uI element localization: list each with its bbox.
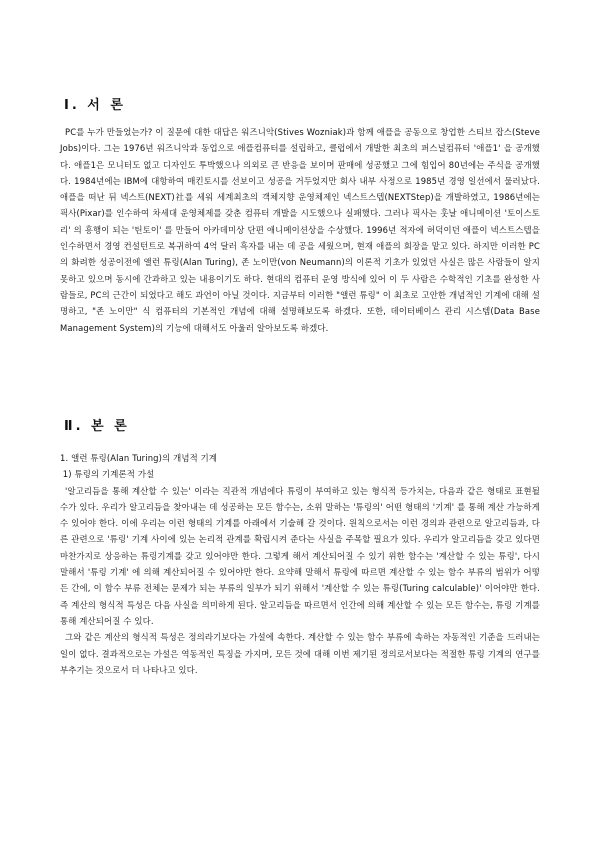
section-title-body: Ⅱ. 본 론 <box>64 419 130 434</box>
body-paragraph-2: 그와 같은 계산의 형식적 특성은 정의라기보다는 가설에 속한다. 계산할 수 있는 함수 부류에 속하는 자동적인 기준을 드러내는 일이 없다. 결과적으로는 가설은 역동적인 특징을 가지며, 모든 것에 대해 이번 제기된 정의로서보다는 적절한 튜링 기계의 연구를 부추기는 것으로서 더 나타나고 있다. <box>60 632 540 675</box>
introduction-paragraph: PC를 누가 만들었는가? 이 질문에 대한 대답은 워즈니악(Stives Wozniak)과 함께 애플을 공동으로 창업한 스티브 잡스(Steve Jobs)이다. 그는 1976년 워즈니악과 동업으로 애플컴퓨터를 설립하고, 클럽에서 개발한 최초의 퍼스널컴퓨터 '애플1' 을 공개했다. 애플1은 모니터도 없고 디자인도 투박했으나 의외로 큰 반응을 보이며 판매에 성공했고 그에 힘입어 80년에는 주식을 공개했다. 1984년에는 IBM에 대항하여 매킨토시를 선보이고 성공을 거두었지만 회사 내부 사정으로 1985년 경영 일선에서 물러났다. 애플을 떠난 뒤 넥스트(NEXT)社를 세워 세계최초의 객체지향 운영체제인 넥스트스텝(NEXTStep)을 개발하였고, 1986년에는 픽사(Pixar)를 인수하여 차세대 운영체제를 갖춘 컴퓨터 개발을 시도했으나 실패했다. 그러나 픽사는 훗날 애니메이션 '토이스토리' 의 흥행이 되는 '틴토이' 를 만들어 아카데미상 단편 애니메이션상을 수상했다. 1996년 적자에 허덕이던 애플이 넥스트스텝을 인수하면서 경영 컨설턴트로 복귀하여 4억 달러 흑자를 내는 데 공을 세웠으며, 현재 애플의 회장을 맡고 있다. 하지만 이러한 PC의 화려한 성공이전에 앨런 튜링(Alan Turing), 존 노이만(von Neumann)의 이론적 기초가 있었던 사실은 많은 사람들이 알지 못하고 있으며 동시에 간과하고 있는 내용이기도 하다. 현대의 컴퓨터 운영 방식에 있어 이 두 사람은 수학적인 기초를 완성한 사람들로, PC의 근간이 되었다고 해도 과언이 아닐 것이다. 지금부터 이러한 "앨런 튜링" 이 최초로 고안한 개념적인 기계에 대해 설명하고, "존 노이만" 식 컴퓨터의 기본적인 개념에 대해 설명해보도록 하겠다. 또한, 데이터베이스 관리 시스템(Data Base Management System)의 기능에 대해서도 아울러 알아보도록 하겠다. <box>60 127 540 333</box>
body-content <box>60 450 540 678</box>
body-paragraph-1: '알고리듬을 통해 계산할 수 있는' 이라는 직관적 개념에다 튜링이 부여하고 있는 형식적 등가치는, 다음과 같은 형태로 표현될 수가 있다. 우리가 알고리듬을 찾아내는 데 성공하는 모든 함수는, 소위 말하는 '튜링의' 어떤 형태의 '기계' 를 통해 계산 가능하게 수 있어야 한다. 이에 우리는 이런 형태의 기계를 아래에서 기술해 갈 것이다. 원칙으로서는 이런 경의과 관련으로 알고리듬과, 다른 관련으로 '튜링' 기계 사이에 있는 논리적 관계를 확립시켜 준다는 사실을 주목할 필요가 있다. 우리가 알고리듬을 갖고 있다면 마찬가지로 상응하는 튜링기계를 갖고 있어야만 한다. 그렇게 해서 계산되어질 수 있기 위한 함수는 '계산할 수 있는 튜링', 다시 말해서 '튜링 기계' 에 의해 계산되어질 수 있어야만 한다. 요약해 말해서 튜링에 따르면 계산할 수 있는 함수 부류의 범위가 어떻든 간에, 이 함수 부류 전체는 문제가 되는 부류의 일부가 되기 위해서 '계산할 수 있는 튜링(Turing calculable)' 이어야만 한다. 즉 계산의 형식적 특성은 다음 사실을 의미하게 된다. 알고리듬을 따르면서 인간에 의해 계산할 수 있는 모든 함수는, 튜링 기계를 통해 계산되어질 수 있다. <box>60 485 540 626</box>
section-title-introduction: Ⅰ. 서 론 <box>64 98 126 113</box>
introduction-body <box>60 124 540 336</box>
subheading-alan-turing: 1. 앨런 튜링(Alan Turing)의 개념적 기계 <box>60 453 218 463</box>
subheading-turing-hypothesis: 1) 튜링의 기계론적 가설 <box>60 469 155 480</box>
